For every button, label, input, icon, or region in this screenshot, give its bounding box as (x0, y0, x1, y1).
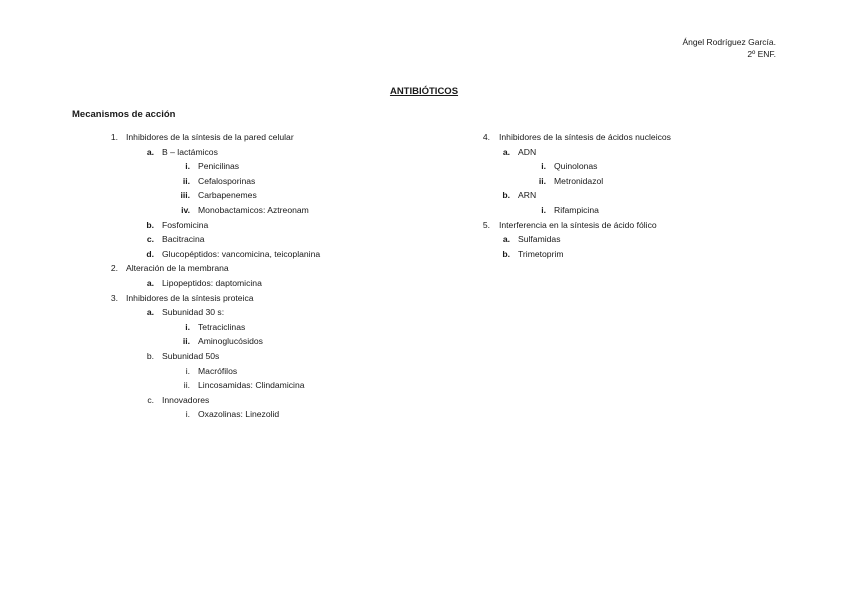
outline-marker: a. (502, 234, 510, 245)
outline-marker: b. (146, 219, 154, 230)
outline-text: Glucopéptidos: vancomicina, teicoplanina (162, 248, 321, 259)
outline-marker: c. (146, 234, 154, 245)
outline-marker: a. (146, 146, 154, 157)
outline-marker: 3. (110, 292, 118, 303)
outline-marker: 4. (482, 132, 490, 142)
outline-text: ADN (518, 146, 537, 157)
outline-text: Bacitracina (162, 234, 205, 245)
outline-text: Tetraciclinas (198, 321, 246, 332)
outline-marker: i. (185, 365, 190, 376)
outline-text: Interferencia en la síntesis de ácido fólico (499, 219, 657, 230)
outline-text: ARN (518, 190, 537, 201)
outline-text: Quinolonas (554, 161, 598, 172)
outline-marker: a. (146, 307, 154, 318)
outline-marker: i. (185, 321, 190, 332)
outline-text: Rifampicina (554, 205, 599, 215)
outline-text: Penicilinas (198, 161, 240, 172)
outline-text: Carbapenemes (198, 190, 257, 201)
outline-marker: ii. (183, 380, 190, 391)
outline-marker: ii. (538, 175, 546, 186)
outline-marker: b. (502, 190, 510, 201)
outline-marker: a. (146, 278, 154, 288)
outline-marker: a. (502, 146, 510, 157)
outline-marker: i. (541, 161, 546, 172)
outline-text: Subunidad 50s (162, 351, 220, 361)
outline-text: Lipopeptidos: daptomicina (162, 278, 262, 288)
outline-marker: iii. (180, 190, 190, 201)
outline-text: Trimetoprim (518, 248, 564, 259)
outline-marker: ii. (182, 175, 190, 186)
outline-marker: ii. (182, 336, 190, 347)
outline-text: Fosfomicina (162, 219, 209, 230)
section-heading: Mecanismos de acción (72, 109, 176, 120)
outline-marker: 1. (110, 132, 118, 142)
outline-text: Lincosamidas: Clindamicina (198, 380, 305, 391)
outline-text: Oxazolinas: Linezolid (198, 409, 280, 420)
outline-marker: i. (185, 161, 190, 172)
outline-text: Subunidad 30 s: (162, 307, 225, 318)
outline-marker: 2. (110, 263, 118, 274)
outline-marker: i. (541, 205, 546, 215)
author-course: 2º ENF. (747, 49, 776, 59)
outline-text: Sulfamidas (518, 234, 561, 245)
outline-marker: iv. (181, 205, 190, 215)
outline-text: Inhibidores de la síntesis de la pared celular (126, 132, 294, 142)
author-name: Ángel Rodríguez García. (682, 37, 776, 47)
outline-text: Macrófilos (198, 365, 238, 376)
outline-marker: c. (147, 394, 154, 405)
outline-text: Alteración de la membrana (126, 263, 229, 274)
outline-marker: b. (502, 248, 510, 259)
outline-marker: 5. (482, 219, 490, 230)
outline-text: Monobactamicos: Aztreonam (198, 205, 309, 215)
outline-marker: b. (146, 351, 154, 361)
outline-text: Cefalosporinas (198, 175, 256, 186)
outline-text: Inhibidores de la síntesis de ácidos nucleicos (499, 132, 671, 142)
outline-text: Aminoglucósidos (198, 336, 263, 347)
outline-text: Metronidazol (554, 175, 604, 186)
document-author (682, 36, 776, 60)
outline-text: Inhibidores de la síntesis proteica (126, 292, 254, 303)
document-title: ANTIBIÓTICOS (389, 86, 459, 97)
outline-marker: i. (185, 409, 190, 420)
outline-text: B – lactámicos (162, 146, 218, 157)
outline-marker: d. (146, 248, 154, 259)
outline-text: Innovadores (162, 394, 210, 405)
